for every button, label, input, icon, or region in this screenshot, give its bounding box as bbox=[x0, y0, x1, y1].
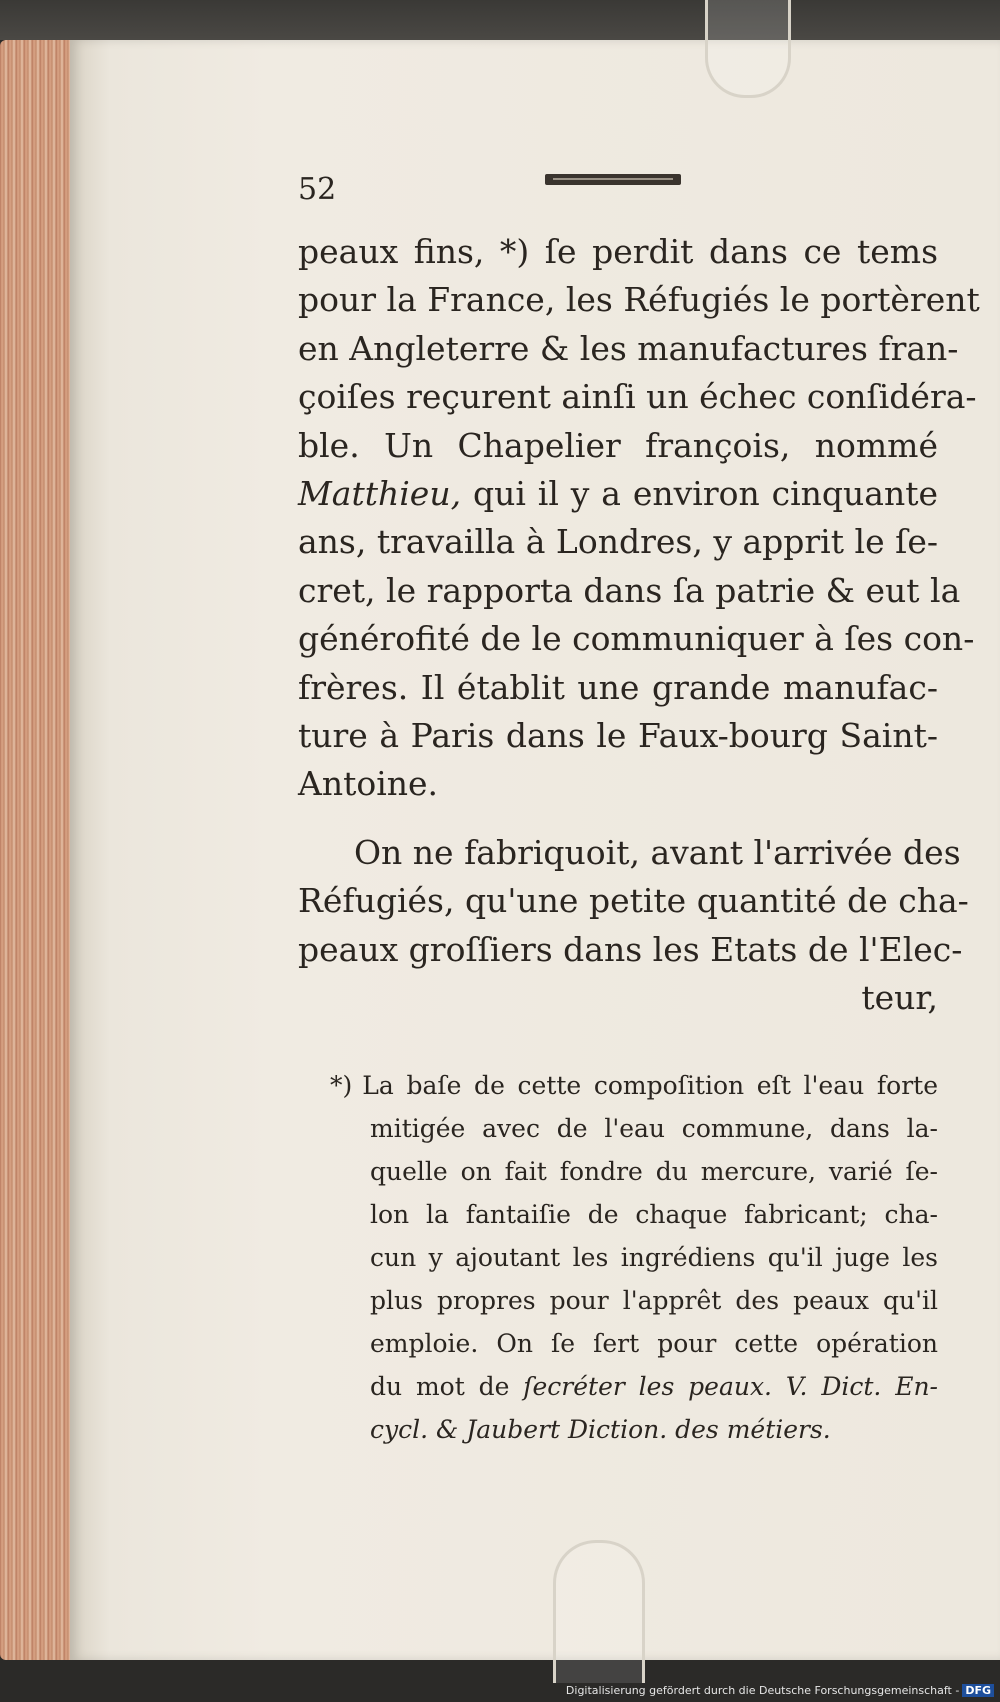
footnote bbox=[330, 1064, 938, 1451]
footnote-line bbox=[330, 1408, 938, 1451]
footnote-line bbox=[330, 1064, 938, 1107]
footnote-line: mitigée avec de l'eau commune, dans la- bbox=[370, 1114, 938, 1143]
text-line: çoiſes reçurent ainſi un échec conſidéra- bbox=[298, 377, 977, 417]
text-line: On ne fabriquoit, avant l'arrivée des bbox=[354, 832, 961, 872]
text-line: ture à Paris dans le Faux-bourg Saint- bbox=[298, 716, 938, 756]
footnote-italic: ſecréter les peaux. bbox=[523, 1372, 772, 1401]
footnote-mark: *) bbox=[330, 1071, 353, 1100]
page-clip-top bbox=[705, 0, 791, 98]
text-line: peaux fins, *) ſe perdit dans ce tems bbox=[298, 232, 938, 271]
text-line: ans, travailla à Londres, y apprit le ſe- bbox=[298, 522, 938, 562]
text-line: ble. Un Chapelier françois, nommé bbox=[298, 425, 938, 465]
text-line: peaux groſſiers dans les Etats de l'Elec- bbox=[298, 929, 963, 969]
footnote-line: plus propres pour l'apprêt des peaux qu'il bbox=[370, 1286, 938, 1315]
text-line: Antoine. bbox=[298, 764, 439, 804]
footnote-reference: V. Dict. En- bbox=[785, 1372, 938, 1401]
text-line-with-name bbox=[298, 470, 938, 518]
footnote-line: cun y ajoutant les ingrédiens qu'il juge les bbox=[370, 1243, 938, 1272]
main-text bbox=[298, 228, 980, 1023]
paragraph-gap bbox=[298, 809, 938, 829]
text-line: en Angleterre & les manufactures fran- bbox=[298, 328, 959, 368]
dfg-logo: DFG bbox=[962, 1684, 994, 1697]
footnote-line: emploie. On ſe ſert pour cette opération bbox=[370, 1329, 938, 1358]
footnote-line: quelle on fait fondre du mercure, varié ſe- bbox=[370, 1157, 938, 1186]
catchword: teur, bbox=[861, 978, 938, 1018]
footnote-fragment: du mot de bbox=[370, 1372, 510, 1401]
text-line: Réfugiés, qu'une petite quantité de cha- bbox=[298, 881, 969, 921]
text-line: frères. Il établit une grande manufac- bbox=[298, 667, 938, 707]
text-line: cret, le rapporta dans ſa patrie & eut la bbox=[298, 570, 961, 610]
footnote-line bbox=[330, 1365, 938, 1408]
scanner-top-strip bbox=[0, 0, 1000, 40]
footnote-text: La baſe de cette compoſition eſt l'eau forte bbox=[362, 1071, 938, 1100]
credit-text: Digitalisierung gefördert durch die Deutsche Forschungsgemeinschaft - bbox=[565, 1684, 960, 1697]
italic-name: Matthieu, bbox=[298, 474, 462, 514]
page-edges bbox=[0, 40, 78, 1660]
text-line: générofité de le communiquer à ſes con- bbox=[298, 619, 975, 659]
footnote-reference: cycl. & Jaubert Diction. des métiers. bbox=[370, 1415, 831, 1444]
digitization-credit bbox=[566, 1684, 994, 1697]
footnote-line: lon la fantaiſie de chaque fabricant; cha- bbox=[370, 1200, 938, 1229]
page-clip-bottom bbox=[553, 1540, 645, 1683]
page-number: 52 bbox=[298, 172, 337, 207]
header-ornament bbox=[545, 174, 681, 185]
text-line: pour la France, les Réfugiés le portèrent bbox=[298, 280, 980, 320]
text-fragment: qui il y a environ cinquante bbox=[472, 474, 938, 514]
